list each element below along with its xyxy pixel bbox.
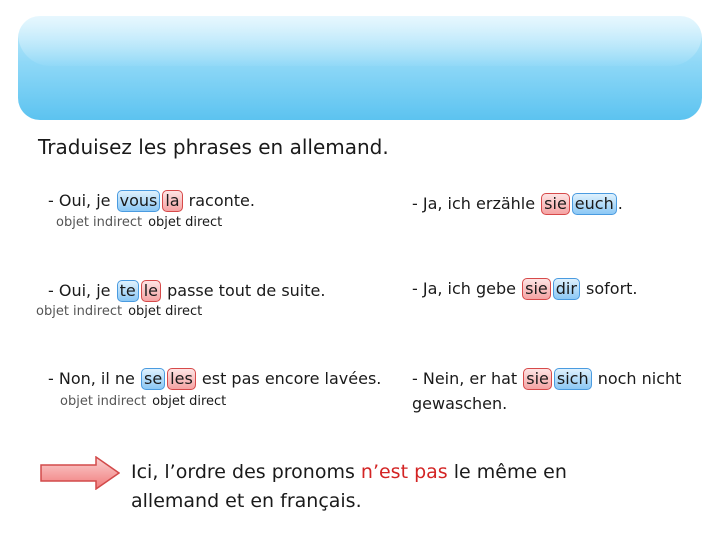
fr-text: - Oui, je xyxy=(48,281,111,300)
de-text: - Ja, ich gebe xyxy=(412,279,517,298)
direct-object-pronoun: le xyxy=(141,280,161,302)
de-sentence-3-continuation: gewaschen. xyxy=(412,394,508,413)
fr-text: est pas encore lavées. xyxy=(201,369,382,388)
indirect-object-pronoun: sich xyxy=(554,368,592,390)
note-text: le même en allemand et en français. xyxy=(131,461,567,512)
object-labels-2 xyxy=(36,304,202,319)
fr-text: - Oui, je xyxy=(48,191,111,210)
fr-text: raconte. xyxy=(188,191,255,210)
right-arrow-icon xyxy=(40,456,120,490)
header-banner xyxy=(18,16,702,120)
de-text: - Ja, ich erzähle xyxy=(412,194,536,213)
note-text: Ici, l’ordre des pronoms xyxy=(131,461,355,483)
label-objet-indirect: objet indirect xyxy=(60,394,147,409)
indirect-object-pronoun: te xyxy=(117,280,139,302)
fr-sentence-1 xyxy=(48,190,255,212)
instruction-heading: Traduisez les phrases en allemand. xyxy=(38,135,389,159)
object-labels-3 xyxy=(60,394,226,409)
de-text: - Nein, er hat xyxy=(412,369,518,388)
direct-object-pronoun: la xyxy=(162,190,182,212)
note-emphasis: pas xyxy=(414,461,448,483)
fr-sentence-3 xyxy=(48,368,381,390)
fr-text: passe tout de suite. xyxy=(167,281,326,300)
fr-text: - Non, il ne xyxy=(48,369,135,388)
label-objet-indirect: objet indirect xyxy=(36,304,123,319)
direct-object-pronoun: les xyxy=(167,368,196,390)
de-sentence-3 xyxy=(412,368,681,390)
note-emphasis: n’est xyxy=(360,461,409,483)
indirect-object-pronoun: se xyxy=(141,368,165,390)
de-text: noch nicht xyxy=(597,369,682,388)
indirect-object-pronoun: dir xyxy=(553,278,580,300)
label-objet-direct: objet direct xyxy=(128,304,203,319)
indirect-object-pronoun: euch xyxy=(572,193,617,215)
direct-object-pronoun: sie xyxy=(522,278,551,300)
de-sentence-2 xyxy=(412,278,638,300)
label-objet-direct: objet direct xyxy=(148,215,223,230)
object-labels-1 xyxy=(56,215,222,230)
fr-sentence-2 xyxy=(48,280,325,302)
de-text: sofort. xyxy=(586,279,638,298)
conclusion-note xyxy=(131,458,651,516)
indirect-object-pronoun: vous xyxy=(117,190,161,212)
direct-object-pronoun: sie xyxy=(523,368,552,390)
de-sentence-1 xyxy=(412,193,623,215)
de-text: . xyxy=(617,194,623,213)
label-objet-direct: objet direct xyxy=(152,394,227,409)
label-objet-indirect: objet indirect xyxy=(56,215,143,230)
direct-object-pronoun: sie xyxy=(541,193,570,215)
